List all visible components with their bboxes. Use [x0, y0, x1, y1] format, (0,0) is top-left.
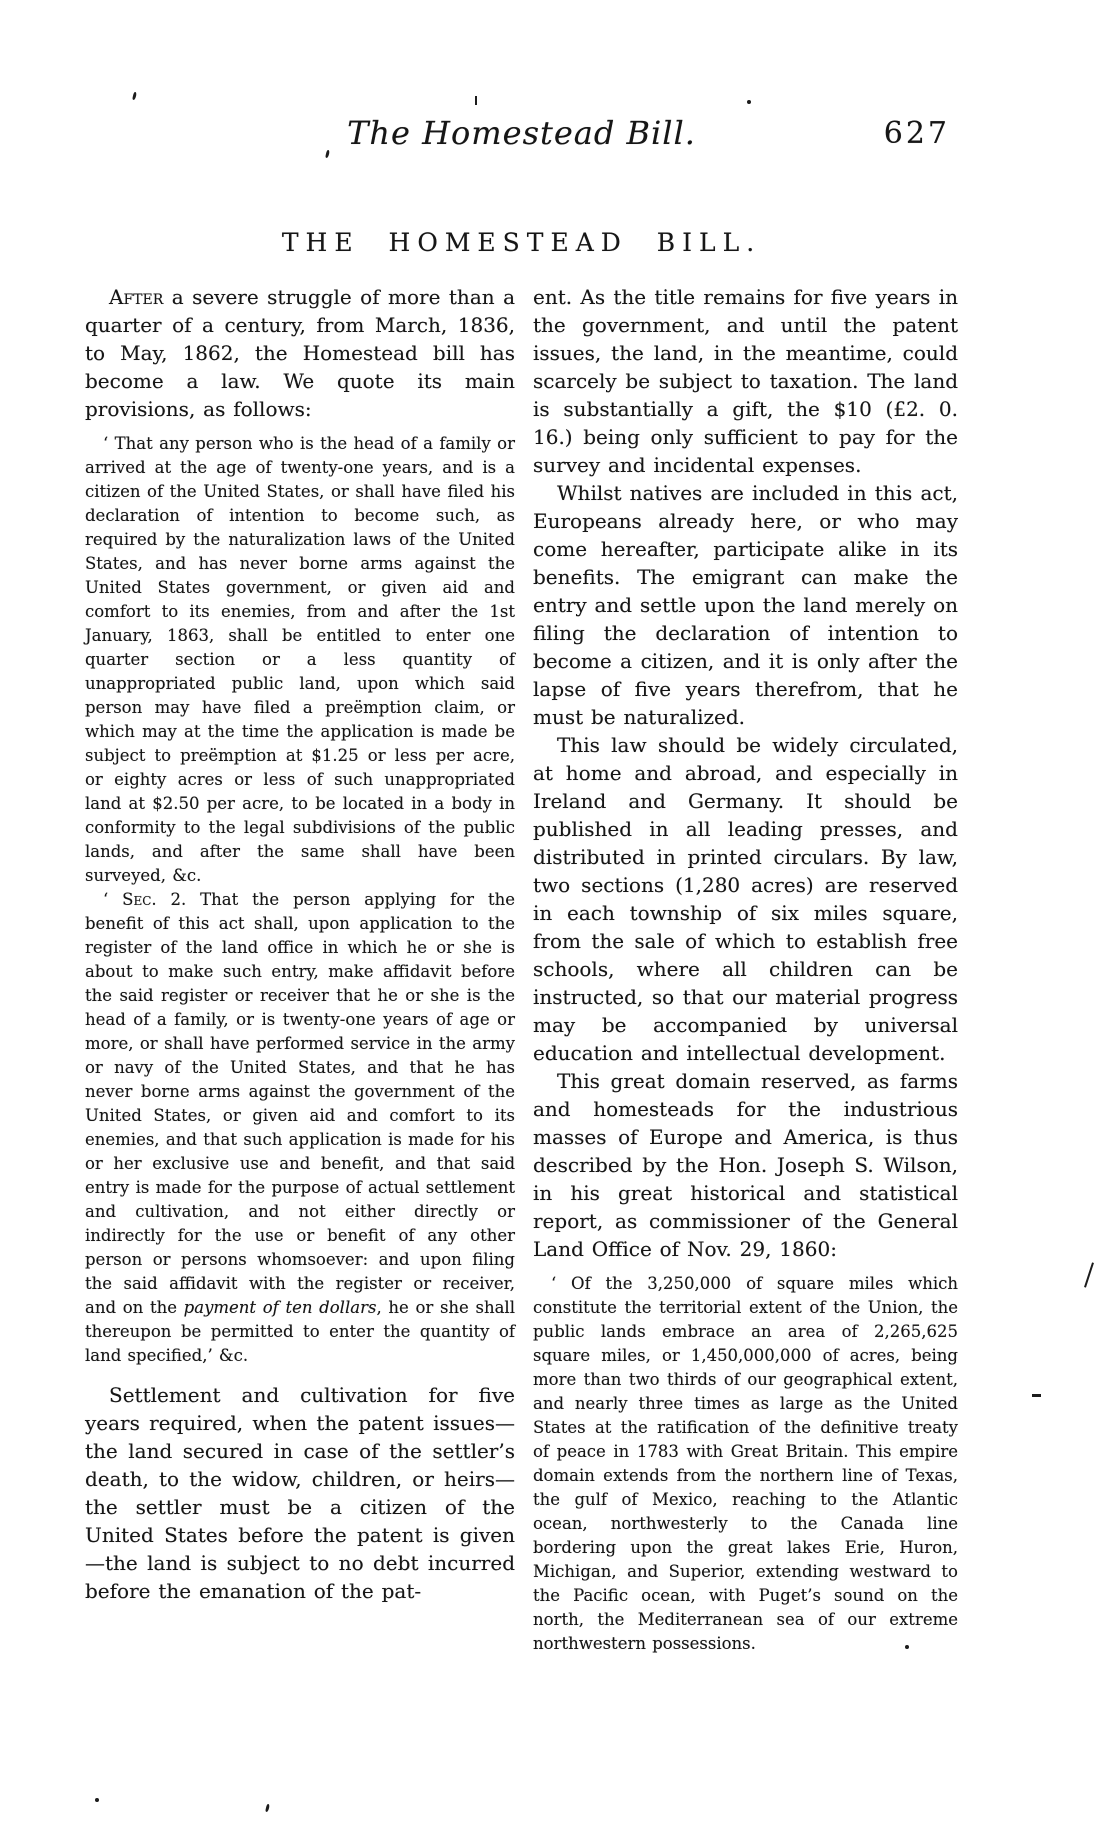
statute-quote-section2: [85, 888, 515, 1368]
right-column: [533, 283, 958, 1656]
intro-text: a severe struggle of more than a quarter of a century, from March, 1836, to May, 1862, the Homestead bill has become a law. We quote its main provisions, as follows:: [85, 285, 515, 421]
settlement-paragraph: Settlement and cultivation for five years required, when the patent issues—the land secured in case of the settler’s death, to the widow, children, or heirs—the settler must be a citizen of the United States before the patent is given—the land is subject to no debt incurred before the emanation of the pat-: [85, 1383, 515, 1603]
domain-paragraph: This great domain reserved, as farms and homesteads for the industrious masses of Europe and America, is thus described by the Hon. Joseph S. Wilson, in his great historical and statistical report, as commissioner of the General Land Office of Nov. 29, 1860:: [533, 1069, 958, 1261]
scan-artifact: [1032, 1394, 1041, 1397]
scan-artifact: [265, 1804, 270, 1812]
scan-artifact: [95, 1798, 99, 1802]
circulation-paragraph: This law should be widely circulated, at home and abroad, and especially in Ireland and Germany. It should be published in all leading presses, and distributed in printed circulars. By law, two sections (1,280 acres) are reserved in each township of six miles square, from the sale of which to establish free schools, where all children can be instructed, so that our material progress may be accompanied by universal education and intellectual development.: [533, 733, 958, 1065]
running-head: [85, 114, 958, 164]
article-body: [85, 283, 958, 1656]
scan-artifact: [132, 92, 137, 100]
wilson-report-quote: ‘ Of the 3,250,000 of square miles which constitute the territorial extent of the Union, the public lands embrace an area of 2,265,625 square miles, or 1,450,000,000 of acres, being more than two thirds of our geographical extent, and nearly three times as large as the United States at the ratification of the definitive treaty of peace in 1783 with Great Britain. This empire domain extends from the northern line of Texas, the gulf of Mexico, reaching to the Atlantic ocean, northwesterly to the Canada line bordering upon the great lakes Erie, Huron, Michigan, and Superior, extending westward to the Pacific ocean, with Puget’s sound on the north, the Mediterranean sea of our extreme northwestern possessions.: [533, 1274, 958, 1653]
article-title: THE HOMESTEAD BILL.: [281, 228, 762, 257]
statute-quote-section1: ‘ That any person who is the head of a family or arrived at the age of twenty-one years, and is a citizen of the United States, or shall have filed his declaration of intention to become such, as required by the naturalization laws of the United States, and has never borne arms against the United States government, or given aid and comfort to its enemies, from and after the 1st January, 1863, shall be entitled to enter one quarter section or a less quantity of unappropriated public land, upon which said person may have filed a preëmption claim, or which may at the time the application is made be subject to preëmption at $1.25 or less per acre, or eighty acres or less of such unappropriated land at $2.50 per acre, to be located in a body in conformity to the legal subdivisions of the public lands, and after the same shall have been surveyed, &c.: [85, 434, 515, 885]
scan-artifact: [1084, 1262, 1094, 1287]
scan-artifact: [475, 96, 477, 105]
lead-word: After: [109, 285, 164, 309]
left-column: [85, 283, 515, 1656]
section-label: Sec.: [122, 890, 157, 909]
section2-text-b: , he or she shall thereupon be permitted to enter the quantity of land specified,’ &c.: [85, 1298, 515, 1365]
quote-open-mark: ‘: [103, 890, 123, 909]
running-head-title: The Homestead Bill.: [347, 114, 696, 152]
natives-paragraph: Whilst natives are included in this act, Europeans already here, or who may come hereafter, participate alike in its benefits. The emigrant can make the entry and settle upon the land merely on filing the declaration of intention to become a citizen, and it is only after the lapse of five years therefrom, that he must be naturalized.: [533, 481, 958, 729]
payment-emphasis: payment of ten dollars: [183, 1298, 377, 1317]
page-number: 627: [883, 116, 950, 151]
scan-artifact: [747, 100, 751, 104]
intro-paragraph: [85, 283, 515, 423]
section2-text-a: 2. That the person applying for the benefit of this act shall, upon application to the register of the land office in which he or she is about to make such entry, make affidavit before the said register or receiver that he or she is the head of a family, or is twenty-one years of age or more, or shall have performed service in the army or navy of the United States, and that he has never borne arms against the government of the United States, or given aid and comfort to its enemies, and that such application is made for his or her exclusive use and benefit, and that said entry is made for the purpose of actual settlement and cultivation, and not either directly or indirectly for the use or benefit of any other person or persons whomsoever: and upon filing the said affidavit with the register or receiver, and on the: [85, 890, 515, 1317]
settlement-paragraph-continued: ent. As the title remains for five years in the government, and until the patent issues, the land, in the meantime, could scarcely be subject to taxation. The land is substantially a gift, the $10 (£2. 0. 16.) being only sufficient to pay for the survey and incidental expenses.: [533, 285, 958, 477]
